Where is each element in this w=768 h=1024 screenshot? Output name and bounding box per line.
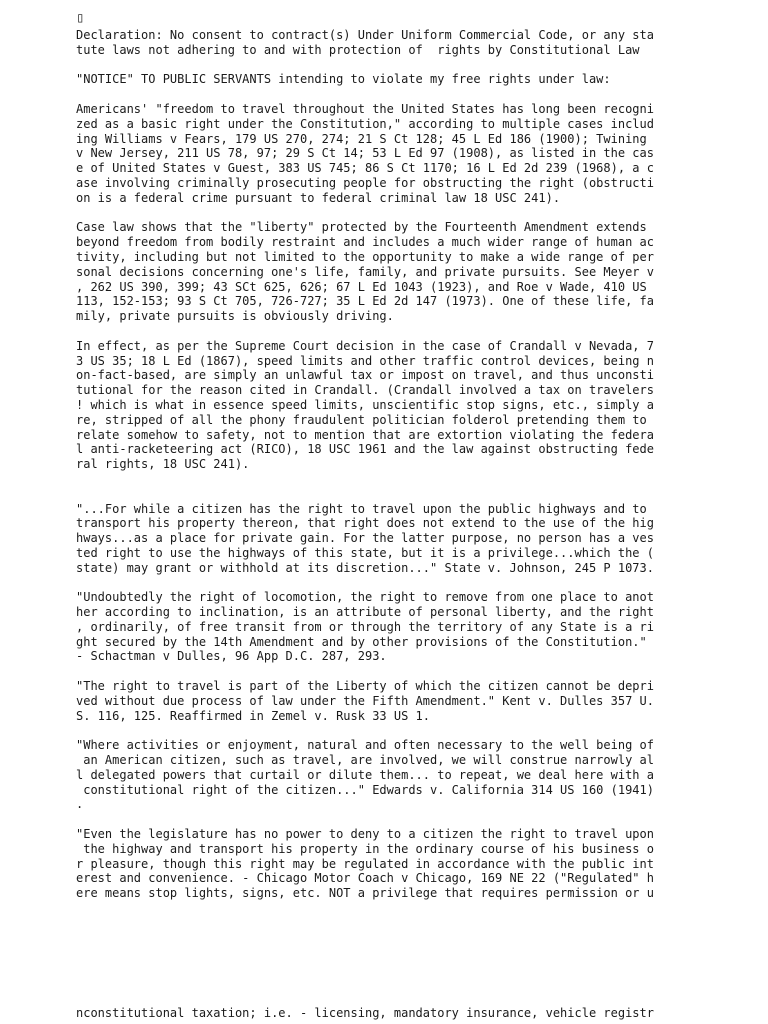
text-line: "Where activities or enjoyment, natural and often necessary to the well being of xyxy=(76,738,654,753)
text-line: state) may grant or withhold at its discretion..." State v. Johnson, 245 P 1073. xyxy=(76,560,654,575)
paragraph-gap xyxy=(76,664,676,679)
text-line: "Even the legislature has no power to deny to a citizen the right to travel upon xyxy=(76,827,654,842)
paragraph xyxy=(76,102,676,206)
paragraph xyxy=(76,339,676,472)
text-line: hways...as a place for private gain. For the latter purpose, no person has a ves xyxy=(76,531,654,546)
text-line: v New Jersey, 211 US 78, 97; 29 S Ct 14; 53 L Ed 97 (1908), as listed in the cas xyxy=(76,146,654,161)
paragraph-gap xyxy=(76,58,676,73)
paragraph xyxy=(76,827,676,901)
document-body xyxy=(76,28,676,901)
text-line: constitutional right of the citizen..." Edwards v. California 314 US 160 (1941) xyxy=(76,782,654,797)
text-line: In effect, as per the Supreme Court decision in the case of Crandall v Nevada, 7 xyxy=(76,338,654,353)
text-line: 113, 152-153; 93 S Ct 705, 726-727; 35 L Ed 2d 147 (1973). One of these life, fa xyxy=(76,294,654,309)
text-line: mily, private pursuits is obviously driving. xyxy=(76,309,394,324)
paragraph xyxy=(76,502,676,576)
text-line: , ordinarily, of free transit from or through the territory of any State is a ri xyxy=(76,619,654,634)
text-line: "...For while a citizen has the right to travel upon the public highways and to xyxy=(76,501,647,516)
text-line: tivity, including but not limited to the opportunity to make a wide range of per xyxy=(76,249,654,264)
text-line: Declaration: No consent to contract(s) Under Uniform Commercial Code, or any sta xyxy=(76,28,654,42)
text-line: l anti-racketeering act (RICO), 18 USC 1961 and the law against obstructing fede xyxy=(76,442,654,457)
text-line: Case law shows that the "liberty" protected by the Fourteenth Amendment extends xyxy=(76,220,647,235)
text-line: beyond freedom from bodily restraint and includes a much wider range of human ac xyxy=(76,235,654,250)
text-line: l delegated powers that curtail or dilute them... to repeat, we deal here with a xyxy=(76,767,654,782)
text-line: ere means stop lights, signs, etc. NOT a privilege that requires permission or u xyxy=(76,886,654,901)
text-line: an American citizen, such as travel, are involved, we will construe narrowly al xyxy=(76,753,654,768)
text-line: the highway and transport his property in the ordinary course of his business o xyxy=(76,841,654,856)
paragraph-gap xyxy=(76,812,676,827)
paragraph xyxy=(76,220,676,324)
text-line: ted right to use the highways of this state, but it is a privilege...which the ( xyxy=(76,545,654,560)
text-line: transport his property thereon, that right does not extend to the use of the hig xyxy=(76,516,654,531)
text-line: her according to inclination, is an attribute of personal liberty, and the right xyxy=(76,605,654,620)
paragraph-gap xyxy=(76,472,676,502)
text-line: , 262 US 390, 399; 43 SCt 625, 626; 67 L Ed 1043 (1923), and Roe v Wade, 410 US xyxy=(76,279,647,294)
text-line: "The right to travel is part of the Liberty of which the citizen cannot be depri xyxy=(76,679,654,694)
text-line: r pleasure, though this right may be regulated in accordance with the public int xyxy=(76,856,654,871)
text-line: ! which is what in essence speed limits, unscientific stop signs, etc., simply a xyxy=(76,397,654,412)
text-line: relate somehow to safety, not to mention that are extortion violating the federa xyxy=(76,427,654,442)
paragraph-gap xyxy=(76,723,676,738)
text-line: ved without due process of law under the Fifth Amendment." Kent v. Dulles 357 U. xyxy=(76,693,654,708)
text-line: tutional for the reason cited in Crandall. (Crandall involved a tax on travelers xyxy=(76,383,654,398)
text-line: zed as a basic right under the Constitution," according to multiple cases includ xyxy=(76,116,654,131)
text-line: Americans' "freedom to travel throughout the United States has long been recogni xyxy=(76,101,654,116)
text-line: ing Williams v Fears, 179 US 270, 274; 21 S Ct 128; 45 L Ed 186 (1900); Twining xyxy=(76,131,647,146)
document-page xyxy=(76,10,676,901)
paragraph xyxy=(76,72,676,87)
text-line: tute laws not adhering to and with protection of rights by Constitutional Law xyxy=(76,42,640,57)
text-line: "NOTICE" TO PUBLIC SERVANTS intending to violate my free rights under law: xyxy=(76,72,611,87)
text-line: . xyxy=(76,797,84,812)
paragraph xyxy=(76,738,676,812)
text-line: - Schactman v Dulles, 96 App D.C. 287, 293. xyxy=(76,649,387,664)
text-line: sonal decisions concerning one's life, family, and private pursuits. See Meyer v xyxy=(76,264,654,279)
paragraph xyxy=(76,28,676,58)
paragraph-gap xyxy=(76,324,676,339)
text-line: 3 US 35; 18 L Ed (1867), speed limits and other traffic control devices, being n xyxy=(76,353,654,368)
text-line: on-fact-based, are simply an unlawful tax or impost on travel, and thus unconsti xyxy=(76,368,654,383)
text-line: S. 116, 125. Reaffirmed in Zemel v. Rusk 33 US 1. xyxy=(76,708,431,723)
paragraph-gap xyxy=(76,87,676,102)
text-line: on is a federal crime pursuant to federal criminal law 18 USC 241). xyxy=(76,190,561,205)
text-line: re, stripped of all the phony fraudulent politician folderol pretending them to xyxy=(76,412,647,427)
paragraph xyxy=(76,590,676,664)
page-footer-line: nconstitutional taxation; i.e. - licensing, mandatory insurance, vehicle registr xyxy=(76,1006,654,1020)
paragraph-gap xyxy=(76,206,676,221)
paragraph xyxy=(76,679,676,723)
text-line: e of United States v Guest, 383 US 745; 86 S Ct 1170; 16 L Ed 2d 239 (1968), a c xyxy=(76,161,654,176)
text-line: "Undoubtedly the right of locomotion, the right to remove from one place to anot xyxy=(76,590,654,605)
missing-glyph-icon: ▯ xyxy=(76,10,85,26)
text-line: ght secured by the 14th Amendment and by other provisions of the Constitution." xyxy=(76,634,647,649)
text-line: ase involving criminally prosecuting people for obstructing the right (obstructi xyxy=(76,175,654,190)
paragraph-gap xyxy=(76,575,676,590)
text-line: erest and convenience. - Chicago Motor Coach v Chicago, 169 NE 22 ("Regulated" h xyxy=(76,871,654,886)
text-line: ral rights, 18 USC 241). xyxy=(76,457,250,472)
